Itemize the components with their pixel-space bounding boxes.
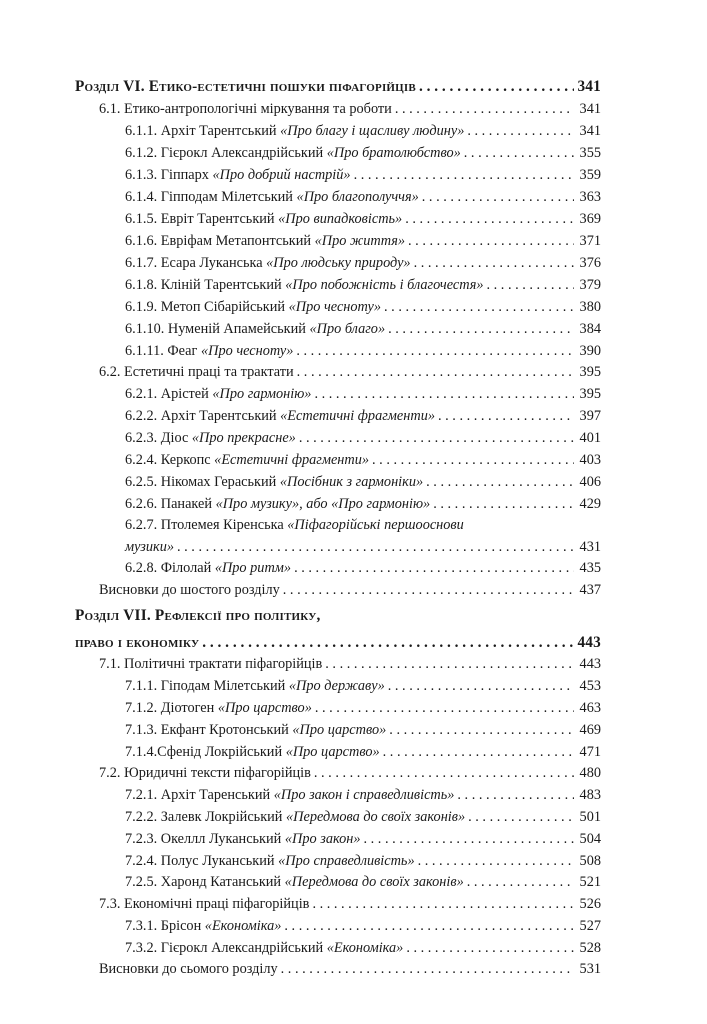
- toc-subsection-entry[interactable]: [75, 675, 601, 697]
- toc-entry-work-title: «Естетичні фрагменти»: [280, 408, 435, 424]
- toc-page-number: 521: [579, 874, 601, 890]
- toc-subsection-entry[interactable]: [75, 937, 601, 959]
- toc-chapter-entry[interactable]: [75, 76, 601, 98]
- toc-entry-title: [125, 471, 423, 493]
- toc-entry-author: 6.2.4. Керкопс: [125, 452, 215, 468]
- toc-entry-work-title: «Посібник з гармоніки»: [279, 474, 424, 490]
- toc-subsection-entry[interactable]: [75, 274, 601, 296]
- toc-page-number: 341: [579, 123, 601, 139]
- toc-entry-work-title: «Про добрий настрій»: [212, 167, 351, 183]
- toc-page-number: 401: [579, 430, 601, 446]
- toc-entry-author: 7.1.3. Екфант Кротонський: [125, 722, 293, 738]
- toc-entry-title: [125, 675, 385, 697]
- toc-subsection-entry[interactable]: [75, 828, 601, 850]
- toc-page-number: 429: [579, 496, 601, 512]
- toc-section-entry[interactable]: [75, 762, 601, 784]
- toc-dot-leader: [457, 784, 574, 806]
- toc-subsection-entry[interactable]: [75, 784, 601, 806]
- toc-page-number: 395: [579, 364, 601, 380]
- toc-dot-leader: [388, 675, 574, 697]
- toc-entry-author: 6.1.1. Архіт Тарентський: [125, 123, 281, 139]
- toc-entry-author: 7.2.2. Залевк Локрійський: [125, 809, 287, 825]
- toc-page-number: 528: [579, 940, 601, 956]
- toc-section-entry[interactable]: [75, 653, 601, 675]
- toc-page-number: 397: [579, 408, 601, 424]
- toc-dot-leader: [414, 252, 574, 274]
- toc-entry-author: 6.1.2. Гієрокл Александрійський: [125, 145, 327, 161]
- toc-dot-leader: [467, 120, 574, 142]
- toc-subsection-entry[interactable]: [75, 915, 601, 937]
- toc-page-number: 504: [579, 831, 601, 847]
- toc-page-number: 531: [579, 961, 601, 977]
- toc-dot-leader: [389, 719, 574, 741]
- toc-entry-title: 7.1. Політичні трактати піфагорійців: [99, 656, 323, 672]
- toc-entry-work-title: «Про людську природу»: [266, 255, 411, 271]
- toc-subsection-entry[interactable]: [75, 208, 601, 230]
- toc-page-number: 437: [579, 582, 601, 598]
- toc-entry-title: 6.2. Естетичні праці та трактати: [99, 364, 294, 380]
- toc-section-entry[interactable]: [75, 958, 601, 980]
- toc-subsection-entry[interactable]: [75, 697, 601, 719]
- toc-section-entry[interactable]: [75, 579, 601, 601]
- toc-dot-leader: [395, 98, 574, 120]
- toc-page-number: 369: [579, 211, 601, 227]
- toc-entry-title: [125, 697, 312, 719]
- toc-dot-leader: [426, 471, 574, 493]
- toc-entry-work-title: «Про закон»: [284, 831, 361, 847]
- toc-page-number: 527: [579, 918, 601, 934]
- toc-entry-title: [125, 493, 430, 515]
- toc-entry-author: 6.2.3. Діос: [125, 430, 192, 446]
- toc-entry-author: 6.1.5. Евріт Тарентський: [125, 211, 279, 227]
- toc-entry-author: 7.3.2. Гієрокл Александрійський: [125, 940, 327, 956]
- toc-entry-work-title: «Про закон і справедливість»: [273, 787, 455, 803]
- toc-dot-leader: [315, 697, 574, 719]
- toc-dot-leader: [294, 557, 574, 579]
- toc-entry-title: [125, 208, 402, 230]
- toc-subsection-entry[interactable]: [75, 514, 601, 536]
- toc-entry-work-title: «Про випадковість»: [278, 211, 403, 227]
- toc-page-number: 390: [579, 343, 601, 359]
- toc-subsection-entry[interactable]: [75, 164, 601, 186]
- toc-chapter-entry[interactable]: [75, 632, 601, 654]
- toc-entry-work-title: «Про гармонію»: [212, 386, 312, 402]
- toc-entry-title: [125, 741, 380, 763]
- toc-entry-work-title: «Про благу і щасливу людину»: [280, 123, 465, 139]
- toc-entry-title: [125, 383, 311, 405]
- toc-entry-title: [125, 230, 405, 252]
- toc-chapter-entry[interactable]: [75, 605, 601, 627]
- toc-dot-leader: [202, 632, 574, 654]
- toc-entry-author: 7.1.1. Гіподам Мілетський: [125, 678, 289, 694]
- toc-subsection-entry[interactable]: [75, 142, 601, 164]
- toc-entry-title: [125, 318, 385, 340]
- toc-entry-title: [125, 514, 464, 536]
- toc-dot-leader: [438, 405, 574, 427]
- toc-entry-author: 6.2.1. Арістей: [125, 386, 213, 402]
- toc-dot-leader: [364, 828, 575, 850]
- toc-dot-leader: [406, 937, 574, 959]
- toc-page-number: 443: [577, 634, 601, 651]
- toc-entry-title: [125, 871, 464, 893]
- toc-entry-author: 6.2.2. Архіт Тарентський: [125, 408, 281, 424]
- toc-entry-author: 6.1.11. Феаг: [125, 343, 201, 359]
- toc-dot-leader: [297, 361, 574, 383]
- toc-page-number: 501: [579, 809, 601, 825]
- toc-entry-work-title: «Про царство»: [285, 744, 380, 760]
- toc-entry-title: право і економіку: [75, 634, 200, 651]
- toc-page-number: 371: [579, 233, 601, 249]
- toc-entry-title: Висновки до шостого розділу: [99, 582, 280, 598]
- toc-entry-author: 7.2.1. Архіт Таренський: [125, 787, 274, 803]
- toc-entry-work-title: «Про життя»: [314, 233, 406, 249]
- toc-dot-leader: [284, 915, 574, 937]
- toc-dot-leader: [418, 850, 574, 872]
- toc-entry-title: [125, 828, 361, 850]
- toc-subsection-entry[interactable]: [75, 186, 601, 208]
- toc-entry-author: 7.3.1. Брісон: [125, 918, 205, 934]
- toc-subsection-entry[interactable]: [75, 471, 601, 493]
- toc-entry-author: 6.2.7. Птолемея Кіренська: [125, 517, 288, 533]
- toc-entry-author: 7.1.4.Сфенід Локрійський: [125, 744, 286, 760]
- toc-entry-title: [125, 806, 465, 828]
- toc-dot-leader: [487, 274, 575, 296]
- toc-dot-leader: [422, 186, 574, 208]
- toc-dot-leader: [467, 871, 574, 893]
- toc-entry-author: 7.1.2. Діотоген: [125, 700, 218, 716]
- toc-entry-work-title: «Про побожність і благочестя»: [285, 277, 484, 293]
- toc-subsection-entry[interactable]: [75, 871, 601, 893]
- toc-page-number: 453: [579, 678, 601, 694]
- toc-entry-work-title: «Про царство»: [217, 700, 312, 716]
- toc-page-number: 526: [579, 896, 601, 912]
- toc-dot-leader: [314, 762, 574, 784]
- toc-section-entry[interactable]: [75, 361, 601, 383]
- toc-entry-title: Розділ VI. Етико-естетичні пошуки піфагорійців: [75, 78, 416, 95]
- toc-dot-leader: [388, 318, 574, 340]
- toc-page-number: 341: [579, 101, 601, 117]
- toc-subsection-entry[interactable]: [75, 340, 601, 362]
- toc-entry-title: [125, 340, 293, 362]
- toc-entry-title: [125, 252, 411, 274]
- toc-subsection-entry[interactable]: [75, 318, 601, 340]
- toc-entry-title: [125, 274, 484, 296]
- toc-page-number: 355: [579, 145, 601, 161]
- toc-dot-leader: [419, 76, 574, 98]
- toc-entry-author: 6.1.10. Нуменій Апамейський: [125, 321, 310, 337]
- toc-page-number: 379: [579, 277, 601, 293]
- toc-entry-work-title: музики»: [125, 539, 174, 555]
- toc-entry-author: 6.1.8. Кліній Тарентський: [125, 277, 286, 293]
- toc-subsection-entry[interactable]: [75, 719, 601, 741]
- toc-entry-title: [125, 296, 381, 318]
- toc-page-number: 483: [579, 787, 601, 803]
- toc-entry-work-title: «Про ритм»: [214, 560, 292, 576]
- toc-page-number: 376: [579, 255, 601, 271]
- toc-entry-work-title: «Про державу»: [288, 678, 385, 694]
- toc-entry-title: [125, 719, 386, 741]
- toc-entry-title: 7.3. Економічні праці піфагорійців: [99, 896, 310, 912]
- toc-entry-author: 6.1.6. Евріфам Метапонтський: [125, 233, 315, 249]
- toc-entry-title: [125, 427, 296, 449]
- toc-page-number: 395: [579, 386, 601, 402]
- toc-dot-leader: [433, 493, 574, 515]
- toc-page-number: 480: [579, 765, 601, 781]
- toc-entry-work-title: «Про благо»: [309, 321, 386, 337]
- toc-entry-title: [125, 536, 174, 558]
- toc-entry-work-title: «Про братолюбство»: [326, 145, 461, 161]
- toc-entry-work-title: «Економіка»: [326, 940, 404, 956]
- toc-page-number: 403: [579, 452, 601, 468]
- toc-dot-leader: [405, 208, 574, 230]
- toc-subsection-entry[interactable]: [75, 427, 601, 449]
- toc-entry-author: 6.2.8. Філолай: [125, 560, 215, 576]
- toc-entry-work-title: «Про музику», або «Про гармонію»: [215, 496, 431, 512]
- toc-entry-work-title: «Про чесноту»: [288, 299, 382, 315]
- toc-section-entry[interactable]: [75, 893, 601, 915]
- toc-dot-leader: [281, 958, 574, 980]
- toc-entry-author: 6.1.4. Гіпподам Мілетський: [125, 189, 297, 205]
- toc-dot-leader: [325, 653, 574, 675]
- toc-entry-author: 7.2.5. Харонд Катанський: [125, 874, 285, 890]
- toc-page-number: 341: [577, 78, 601, 95]
- toc-entry-work-title: «Піфагорійські першооснови: [287, 517, 464, 533]
- toc-subsection-entry[interactable]: [75, 252, 601, 274]
- toc-entry-title: [125, 186, 419, 208]
- toc-entry-work-title: «Про царство»: [292, 722, 387, 738]
- toc-page-number: 463: [579, 700, 601, 716]
- toc-entry-author: 6.1.9. Метоп Сібарійський: [125, 299, 289, 315]
- toc-dot-leader: [372, 449, 574, 471]
- toc-page-number: 443: [579, 656, 601, 672]
- toc-entry-title: Висновки до сьомого розділу: [99, 961, 278, 977]
- toc-dot-leader: [384, 296, 574, 318]
- toc-entry-author: 7.2.4. Полус Луканський: [125, 853, 279, 869]
- toc-entry-work-title: «Про благополуччя»: [296, 189, 419, 205]
- toc-entry-title: [125, 557, 291, 579]
- toc-entry-work-title: «Естетичні фрагменти»: [214, 452, 370, 468]
- toc-dot-leader: [314, 383, 574, 405]
- toc-dot-leader: [312, 893, 574, 915]
- toc-entry-title: [125, 915, 281, 937]
- toc-entry-author: 6.1.7. Есара Луканська: [125, 255, 267, 271]
- toc-dot-leader: [408, 230, 574, 252]
- toc-entry-title: [125, 142, 461, 164]
- toc-page-number: 363: [579, 189, 601, 205]
- toc-entry-work-title: «Передмова до своїх законів»: [284, 874, 464, 890]
- toc-dot-leader: [299, 427, 574, 449]
- toc-dot-leader: [177, 536, 574, 558]
- toc-subsection-entry[interactable]: [75, 557, 601, 579]
- toc-entry-work-title: «Економіка»: [204, 918, 282, 934]
- toc-entry-author: 6.1.3. Гіппарх: [125, 167, 213, 183]
- toc-dot-leader: [468, 806, 574, 828]
- toc-page-number: 508: [579, 853, 601, 869]
- toc-entry-title: [125, 850, 415, 872]
- toc-dot-leader: [464, 142, 574, 164]
- toc-subsection-entry[interactable]: [75, 449, 601, 471]
- toc-subsection-entry[interactable]: [75, 493, 601, 515]
- toc-entry-work-title: «Про справедливість»: [278, 853, 415, 869]
- toc-entry-author: 6.2.6. Панакей: [125, 496, 216, 512]
- toc-entry-title: [125, 449, 369, 471]
- toc-entry-title: [125, 937, 403, 959]
- toc-section-entry[interactable]: [75, 98, 601, 120]
- toc-page-number: 384: [579, 321, 601, 337]
- toc-page-number: 431: [579, 539, 601, 555]
- toc-page-number: 359: [579, 167, 601, 183]
- toc-entry-work-title: «Про чесноту»: [200, 343, 294, 359]
- toc-dot-leader: [354, 164, 574, 186]
- toc-subsection-entry[interactable]: [75, 405, 601, 427]
- toc-subsection-entry[interactable]: [75, 806, 601, 828]
- toc-entry-title: [125, 784, 454, 806]
- toc-dot-leader: [383, 741, 574, 763]
- toc-entry-title: [125, 405, 435, 427]
- toc-entry-work-title: «Передмова до своїх законів»: [286, 809, 466, 825]
- toc-page-number: 469: [579, 722, 601, 738]
- toc-subsection-entry[interactable]: [75, 120, 601, 142]
- toc-page-number: 380: [579, 299, 601, 315]
- toc-page-number: 435: [579, 560, 601, 576]
- toc-subsection-entry[interactable]: [75, 296, 601, 318]
- toc-entry-work-title: «Про прекрасне»: [191, 430, 296, 446]
- toc-entry-author: 6.2.5. Нікомах Гераський: [125, 474, 280, 490]
- toc-page-number: 471: [579, 744, 601, 760]
- toc-subsection-entry[interactable]: [75, 536, 601, 558]
- toc-dot-leader: [296, 340, 574, 362]
- toc-subsection-entry[interactable]: [75, 850, 601, 872]
- toc-page-number: 406: [579, 474, 601, 490]
- toc-subsection-entry[interactable]: [75, 383, 601, 405]
- toc-entry-title: [125, 120, 464, 142]
- toc-dot-leader: [283, 579, 574, 601]
- toc-entry-author: 7.2.3. Океллл Луканський: [125, 831, 285, 847]
- toc-subsection-entry[interactable]: [75, 741, 601, 763]
- toc-entry-title: 7.2. Юридичні тексти піфагорійців: [99, 765, 311, 781]
- toc-entry-title: [125, 164, 351, 186]
- toc-entry-title: Розділ VII. Рефлексії про політику,: [75, 607, 321, 624]
- toc-entry-title: 6.1. Етико-антропологічні міркування та роботи: [99, 101, 392, 117]
- toc-subsection-entry[interactable]: [75, 230, 601, 252]
